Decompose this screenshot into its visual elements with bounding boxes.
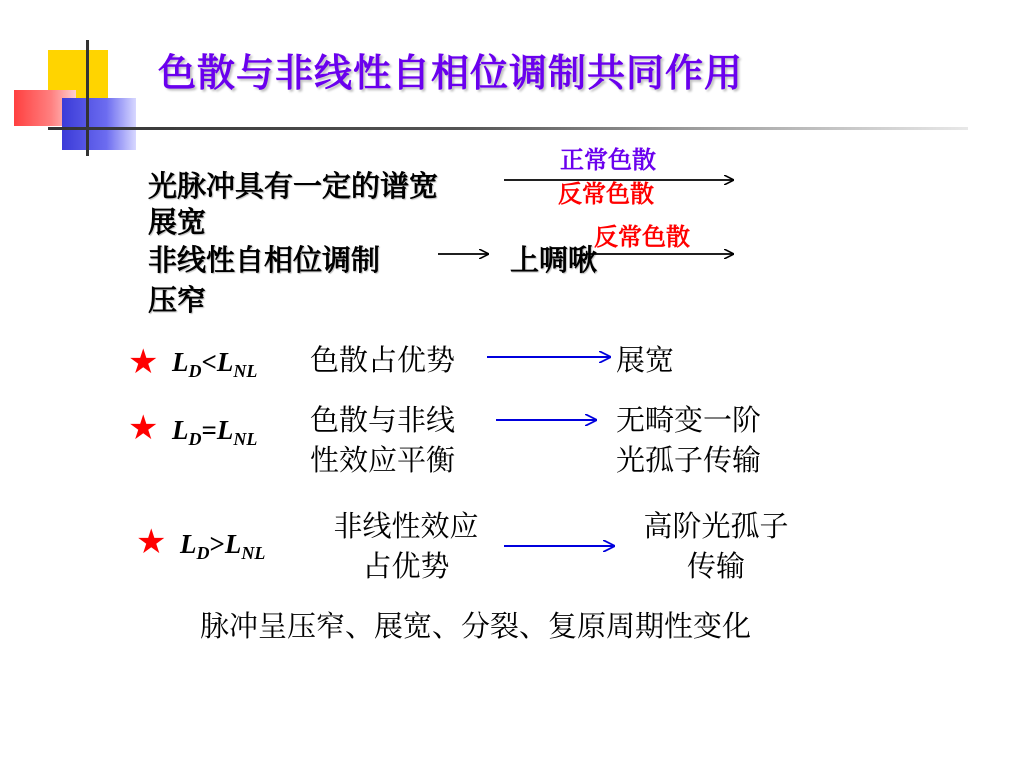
up-chirp-text: 上啁啾 xyxy=(510,243,598,277)
star-icon: ★ xyxy=(128,408,159,448)
conclusion-text: 脉冲呈压窄、展宽、分裂、复原周期性变化 xyxy=(200,609,752,643)
result-text-3a: 高阶光孤子 xyxy=(643,509,789,543)
result-text-2a: 无畸变一阶 xyxy=(616,403,762,437)
anomalous-dispersion-label-1: 反常色散 xyxy=(558,180,654,208)
condition-ld-equal-lnl: $L_D=L_{NL}$ xyxy=(172,415,258,449)
condition-ld-less-lnl: $L_D<L_{NL}$ xyxy=(172,347,258,381)
spm-text: 非线性自相位调制 xyxy=(148,243,381,277)
page-title: 色散与非线性自相位调制共同作用 xyxy=(158,51,744,95)
anomalous-dispersion-label-2: 反常色散 xyxy=(594,223,690,251)
normal-dispersion-label: 正常色散 xyxy=(560,146,656,174)
cause-text-3a: 非线性效应 xyxy=(333,509,479,543)
star-icon: ★ xyxy=(128,342,159,382)
cause-text-1: 色散占优势 xyxy=(310,343,456,377)
star-icon: ★ xyxy=(136,522,167,562)
cause-text-3b: 占优势 xyxy=(362,549,450,583)
cause-text-2b: 性效应平衡 xyxy=(310,443,456,477)
result-text-1: 展宽 xyxy=(616,343,675,377)
compression-text: 压窄 xyxy=(148,283,207,317)
result-text-3b: 传输 xyxy=(686,549,745,583)
result-text-2b: 光孤子传输 xyxy=(616,443,762,477)
condition-ld-greater-lnl: $L_D>L_{NL}$ xyxy=(180,529,266,563)
broadening-text: 展宽 xyxy=(148,205,207,239)
spectrum-width-text: 光脉冲具有一定的谱宽 xyxy=(148,169,439,203)
cause-text-2a: 色散与非线 xyxy=(310,403,456,437)
